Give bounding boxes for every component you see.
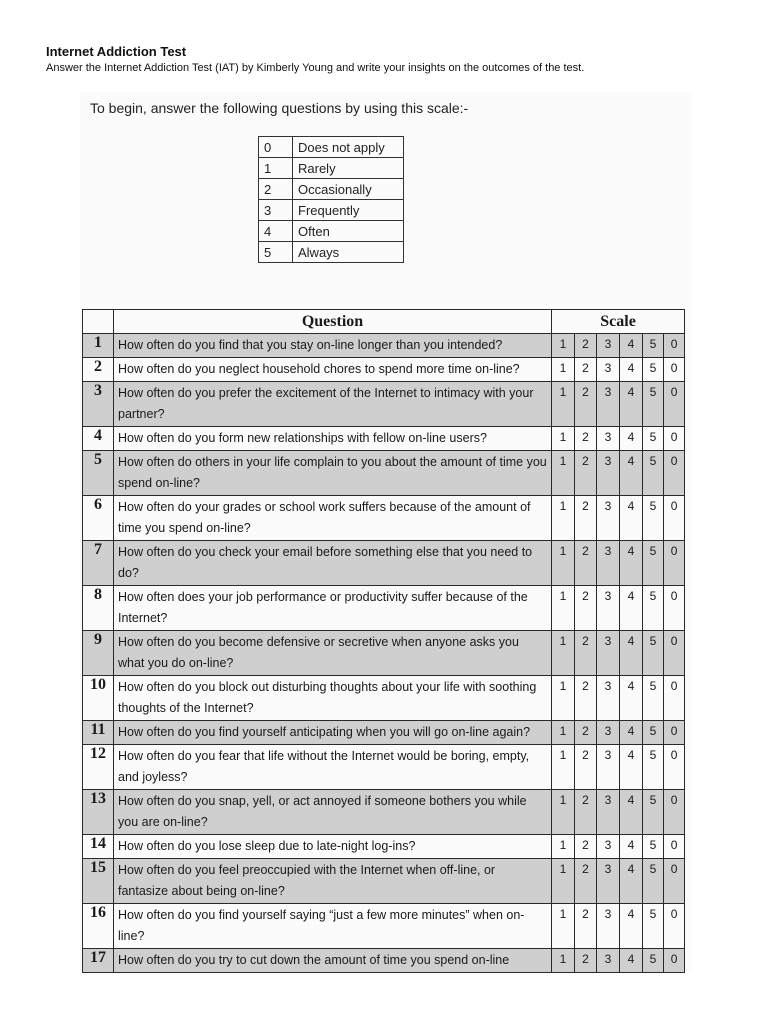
question-row <box>83 541 685 586</box>
legend-value: 2 <box>259 179 293 200</box>
scale-option-0[interactable]: 0 <box>664 451 685 496</box>
question-number: 14 <box>83 835 114 859</box>
scale-option-4[interactable]: 4 <box>620 334 643 358</box>
scale-option-5[interactable]: 5 <box>643 790 664 835</box>
scale-option-2[interactable]: 2 <box>575 586 597 631</box>
question-text: How often do you find yourself anticipating when you will go on-line again? <box>114 721 552 745</box>
scale-option-3[interactable]: 3 <box>597 496 620 541</box>
scale-option-0[interactable]: 0 <box>664 790 685 835</box>
question-text: How often do you lose sleep due to late-night log-ins? <box>114 835 552 859</box>
question-number: 9 <box>83 631 114 676</box>
question-number: 7 <box>83 541 114 586</box>
scale-option-0[interactable]: 0 <box>664 496 685 541</box>
legend-row <box>259 221 404 242</box>
scale-option-0[interactable]: 0 <box>664 745 685 790</box>
question-number: 5 <box>83 451 114 496</box>
scale-intro: To begin, answer the following questions by using this scale:- <box>90 100 469 116</box>
question-number: 16 <box>83 904 114 949</box>
question-text: How often do others in your life complain to you about the amount of time you spend on-line? <box>114 451 552 496</box>
scale-option-2[interactable]: 2 <box>575 631 597 676</box>
scale-option-5[interactable]: 5 <box>643 676 664 721</box>
scale-option-0[interactable]: 0 <box>664 859 685 904</box>
scale-option-5[interactable]: 5 <box>643 586 664 631</box>
scale-option-4[interactable]: 4 <box>620 904 643 949</box>
scale-option-0[interactable]: 0 <box>664 631 685 676</box>
scale-option-4[interactable]: 4 <box>620 835 643 859</box>
scale-option-0[interactable]: 0 <box>664 721 685 745</box>
question-row <box>83 427 685 451</box>
question-row <box>83 334 685 358</box>
scale-option-4[interactable]: 4 <box>620 745 643 790</box>
scale-option-1[interactable]: 1 <box>552 790 575 835</box>
scale-option-0[interactable]: 0 <box>664 904 685 949</box>
scale-option-4[interactable]: 4 <box>620 451 643 496</box>
question-row <box>83 949 685 973</box>
scale-option-5[interactable]: 5 <box>643 358 664 382</box>
question-row <box>83 496 685 541</box>
question-number: 13 <box>83 790 114 835</box>
legend-row <box>259 242 404 263</box>
question-text: How often do you become defensive or secretive when anyone asks you what you do on-line? <box>114 631 552 676</box>
scale-option-1[interactable]: 1 <box>552 631 575 676</box>
question-text: How often do you neglect household chores to spend more time on-line? <box>114 358 552 382</box>
scale-option-2[interactable]: 2 <box>575 358 597 382</box>
scale-option-1[interactable]: 1 <box>552 358 575 382</box>
header-question: Question <box>114 310 552 334</box>
header-scale: Scale <box>552 310 685 334</box>
scale-option-5[interactable]: 5 <box>643 745 664 790</box>
scale-option-1[interactable]: 1 <box>552 676 575 721</box>
legend-label: Rarely <box>293 158 404 179</box>
question-text: How often does your job performance or productivity suffer because of the Internet? <box>114 586 552 631</box>
scale-option-2[interactable]: 2 <box>575 334 597 358</box>
question-text: How often do you check your email before something else that you need to do? <box>114 541 552 586</box>
scale-option-1[interactable]: 1 <box>552 427 575 451</box>
question-number: 1 <box>83 334 114 358</box>
scale-option-3[interactable]: 3 <box>597 541 620 586</box>
legend-row <box>259 200 404 221</box>
scale-option-2[interactable]: 2 <box>575 427 597 451</box>
scale-option-2[interactable]: 2 <box>575 949 597 973</box>
legend-label: Occasionally <box>293 179 404 200</box>
scale-option-3[interactable]: 3 <box>597 631 620 676</box>
question-number: 10 <box>83 676 114 721</box>
question-number: 6 <box>83 496 114 541</box>
scale-option-3[interactable]: 3 <box>597 382 620 427</box>
scale-option-3[interactable]: 3 <box>597 835 620 859</box>
scale-option-2[interactable]: 2 <box>575 790 597 835</box>
scale-option-0[interactable]: 0 <box>664 949 685 973</box>
question-row <box>83 835 685 859</box>
scale-option-5[interactable]: 5 <box>643 451 664 496</box>
scale-option-4[interactable]: 4 <box>620 949 643 973</box>
question-text: How often do you form new relationships with fellow on-line users? <box>114 427 552 451</box>
scale-option-5[interactable]: 5 <box>643 835 664 859</box>
legend-value: 3 <box>259 200 293 221</box>
question-text: How often do you find yourself saying “just a few more minutes” when on-line? <box>114 904 552 949</box>
legend-label: Frequently <box>293 200 404 221</box>
scale-option-5[interactable]: 5 <box>643 496 664 541</box>
scale-option-1[interactable]: 1 <box>552 496 575 541</box>
scale-option-4[interactable]: 4 <box>620 382 643 427</box>
question-number: 17 <box>83 949 114 973</box>
scale-option-3[interactable]: 3 <box>597 586 620 631</box>
scale-option-1[interactable]: 1 <box>552 835 575 859</box>
scale-option-1[interactable]: 1 <box>552 859 575 904</box>
scale-option-1[interactable]: 1 <box>552 451 575 496</box>
question-row <box>83 676 685 721</box>
scale-option-3[interactable]: 3 <box>597 358 620 382</box>
question-number: 3 <box>83 382 114 427</box>
scale-option-5[interactable]: 5 <box>643 382 664 427</box>
scale-option-3[interactable]: 3 <box>597 427 620 451</box>
question-text: How often do you prefer the excitement of the Internet to intimacy with your partner? <box>114 382 552 427</box>
question-text: How often do your grades or school work suffers because of the amount of time you spend on-line? <box>114 496 552 541</box>
legend-label: Often <box>293 221 404 242</box>
question-row <box>83 721 685 745</box>
scale-option-1[interactable]: 1 <box>552 745 575 790</box>
scale-option-4[interactable]: 4 <box>620 631 643 676</box>
question-number: 2 <box>83 358 114 382</box>
scale-option-5[interactable]: 5 <box>643 721 664 745</box>
question-row <box>83 790 685 835</box>
legend-label: Does not apply <box>293 137 404 158</box>
question-number: 15 <box>83 859 114 904</box>
question-text: How often do you feel preoccupied with the Internet when off-line, or fantasize about being on-line? <box>114 859 552 904</box>
question-text: How often do you try to cut down the amount of time you spend on-line <box>114 949 552 973</box>
scale-option-0[interactable]: 0 <box>664 358 685 382</box>
legend-value: 5 <box>259 242 293 263</box>
scale-option-2[interactable]: 2 <box>575 835 597 859</box>
legend-value: 4 <box>259 221 293 242</box>
scale-option-2[interactable]: 2 <box>575 496 597 541</box>
scale-option-5[interactable]: 5 <box>643 859 664 904</box>
scale-option-4[interactable]: 4 <box>620 541 643 586</box>
scale-option-5[interactable]: 5 <box>643 427 664 451</box>
scale-option-3[interactable]: 3 <box>597 745 620 790</box>
scale-option-1[interactable]: 1 <box>552 949 575 973</box>
scale-option-4[interactable]: 4 <box>620 427 643 451</box>
scale-option-2[interactable]: 2 <box>575 451 597 496</box>
question-row <box>83 451 685 496</box>
document-instructions: Answer the Internet Addiction Test (IAT) by Kimberly Young and write your insights on the outcomes of the test. <box>46 62 585 74</box>
scale-option-5[interactable]: 5 <box>643 949 664 973</box>
header-number-cell <box>83 310 114 334</box>
scale-option-2[interactable]: 2 <box>575 904 597 949</box>
legend-value: 1 <box>259 158 293 179</box>
legend-value: 0 <box>259 137 293 158</box>
scale-option-2[interactable]: 2 <box>575 676 597 721</box>
scale-option-0[interactable]: 0 <box>664 334 685 358</box>
question-number: 4 <box>83 427 114 451</box>
scale-legend-table <box>258 136 404 263</box>
scale-option-1[interactable]: 1 <box>552 586 575 631</box>
scale-option-5[interactable]: 5 <box>643 334 664 358</box>
scale-option-4[interactable]: 4 <box>620 496 643 541</box>
scale-option-2[interactable]: 2 <box>575 745 597 790</box>
scale-option-4[interactable]: 4 <box>620 586 643 631</box>
scale-option-3[interactable]: 3 <box>597 676 620 721</box>
question-row <box>83 382 685 427</box>
question-row <box>83 859 685 904</box>
question-text: How often do you find that you stay on-line longer than you intended? <box>114 334 552 358</box>
question-number: 8 <box>83 586 114 631</box>
scale-option-0[interactable]: 0 <box>664 427 685 451</box>
table-header-row <box>83 310 685 334</box>
scale-option-3[interactable]: 3 <box>597 334 620 358</box>
scale-option-0[interactable]: 0 <box>664 676 685 721</box>
scale-option-3[interactable]: 3 <box>597 721 620 745</box>
scale-option-1[interactable]: 1 <box>552 334 575 358</box>
scale-option-0[interactable]: 0 <box>664 541 685 586</box>
scale-option-4[interactable]: 4 <box>620 676 643 721</box>
question-row <box>83 358 685 382</box>
document-title: Internet Addiction Test <box>46 44 187 59</box>
legend-label: Always <box>293 242 404 263</box>
scale-option-0[interactable]: 0 <box>664 382 685 427</box>
legend-row <box>259 179 404 200</box>
questionnaire-table <box>82 309 685 973</box>
question-row <box>83 745 685 790</box>
scale-option-1[interactable]: 1 <box>552 904 575 949</box>
scale-option-1[interactable]: 1 <box>552 382 575 427</box>
scale-option-5[interactable]: 5 <box>643 904 664 949</box>
scale-option-0[interactable]: 0 <box>664 586 685 631</box>
question-row <box>83 631 685 676</box>
scale-option-3[interactable]: 3 <box>597 949 620 973</box>
scale-option-2[interactable]: 2 <box>575 859 597 904</box>
scale-option-2[interactable]: 2 <box>575 382 597 427</box>
question-number: 12 <box>83 745 114 790</box>
question-text: How often do you fear that life without the Internet would be boring, empty, and joyless? <box>114 745 552 790</box>
scale-option-4[interactable]: 4 <box>620 859 643 904</box>
scale-option-4[interactable]: 4 <box>620 790 643 835</box>
scale-option-5[interactable]: 5 <box>643 541 664 586</box>
scale-option-3[interactable]: 3 <box>597 790 620 835</box>
question-number: 11 <box>83 721 114 745</box>
scale-option-0[interactable]: 0 <box>664 835 685 859</box>
question-text: How often do you snap, yell, or act annoyed if someone bothers you while you are on-line? <box>114 790 552 835</box>
question-row <box>83 904 685 949</box>
question-text: How often do you block out disturbing thoughts about your life with soothing thoughts of the Internet? <box>114 676 552 721</box>
scale-option-3[interactable]: 3 <box>597 859 620 904</box>
scale-option-4[interactable]: 4 <box>620 721 643 745</box>
scale-option-4[interactable]: 4 <box>620 358 643 382</box>
scale-option-3[interactable]: 3 <box>597 451 620 496</box>
scale-option-3[interactable]: 3 <box>597 904 620 949</box>
legend-row <box>259 158 404 179</box>
question-row <box>83 586 685 631</box>
scale-option-1[interactable]: 1 <box>552 541 575 586</box>
scale-option-2[interactable]: 2 <box>575 721 597 745</box>
scale-option-5[interactable]: 5 <box>643 631 664 676</box>
scale-option-2[interactable]: 2 <box>575 541 597 586</box>
scale-option-1[interactable]: 1 <box>552 721 575 745</box>
legend-row <box>259 137 404 158</box>
